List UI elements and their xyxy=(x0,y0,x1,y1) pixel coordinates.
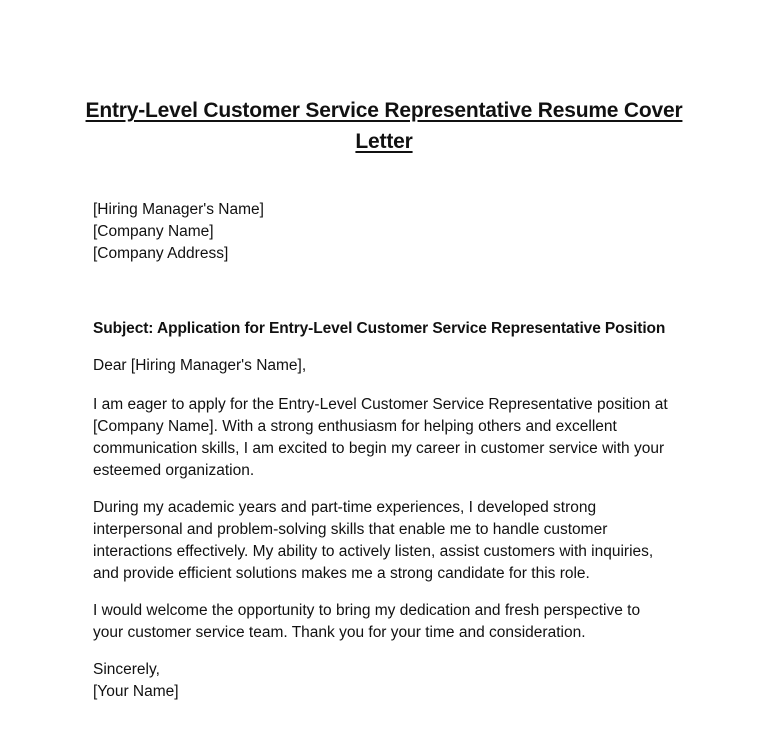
paragraph-line: I am eager to apply for the Entry-Level Customer Service Representative position at xyxy=(93,396,668,413)
recipient-address-block xyxy=(93,199,264,265)
paragraph-line: your customer service team. Thank you for your time and consideration. xyxy=(93,624,586,641)
paragraph-line: interpersonal and problem-solving skills that enable me to handle customer xyxy=(93,521,608,538)
recipient-name: [Hiring Manager's Name] xyxy=(93,201,264,218)
paragraph-line: [Company Name]. With a strong enthusiasm for helping others and excellent xyxy=(93,418,617,435)
subject-line: Subject: Application for Entry-Level Customer Service Representative Position xyxy=(93,320,666,337)
paragraph-line: interactions effectively. My ability to actively listen, assist customers with inquiries, xyxy=(93,543,654,560)
paragraph-line: During my academic years and part-time experiences, I developed strong xyxy=(93,499,597,516)
paragraph-line: and provide efficient solutions makes me a strong candidate for this role. xyxy=(93,565,590,582)
paragraph-line: communication skills, I am excited to begin my career in customer service with your xyxy=(93,440,665,457)
recipient-company: [Company Name] xyxy=(93,223,214,240)
document-title xyxy=(60,95,708,157)
signature-name: [Your Name] xyxy=(93,683,179,700)
paragraph-line: I would welcome the opportunity to bring my dedication and fresh perspective to xyxy=(93,602,641,619)
paragraph-line: esteemed organization. xyxy=(93,462,255,479)
closing-block xyxy=(93,659,179,703)
body-paragraph-3 xyxy=(93,600,693,644)
body-paragraph-2 xyxy=(93,497,693,585)
recipient-address: [Company Address] xyxy=(93,245,229,262)
document-title-line-2: Letter xyxy=(355,130,413,153)
closing-phrase: Sincerely, xyxy=(93,661,160,678)
document-title-line-1: Entry-Level Customer Service Representative Resume Cover xyxy=(85,99,683,122)
salutation: Dear [Hiring Manager's Name], xyxy=(93,357,307,374)
body-paragraph-1 xyxy=(93,394,693,482)
